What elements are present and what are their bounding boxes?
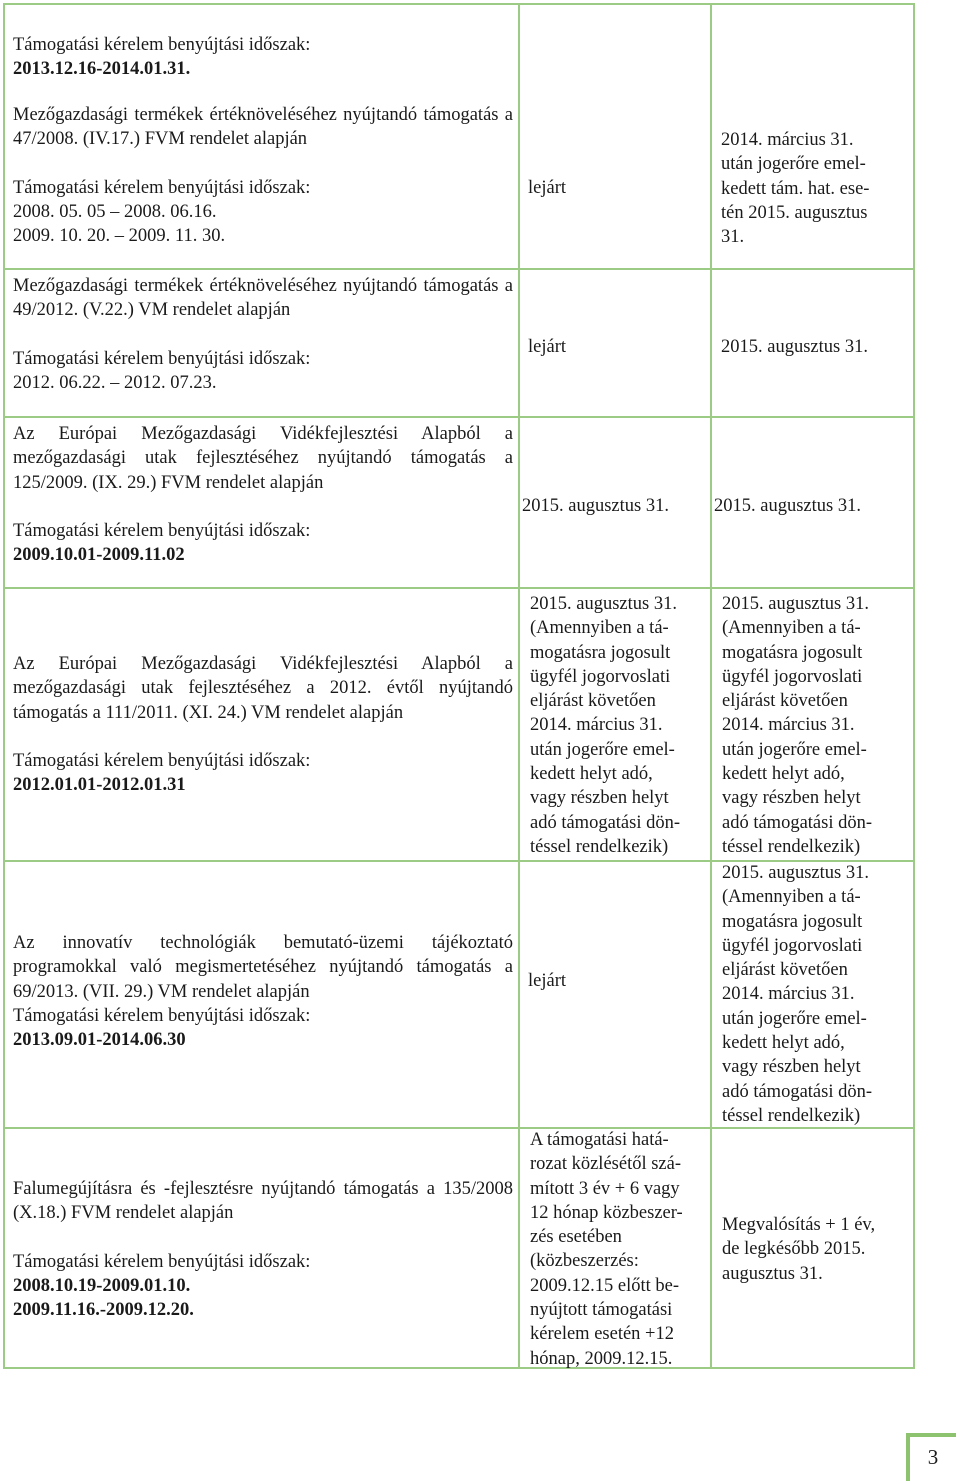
period-label: Támogatási kérelem benyújtási időszak:: [13, 348, 311, 369]
row-2-left: [13, 274, 513, 395]
deadline-line: kérelem esetén +12: [530, 1324, 674, 1345]
row-6-col2: [530, 1128, 705, 1371]
deadline-line: után jogerőre emel-: [722, 1008, 867, 1029]
deadline-line: (Amennyiben a tá-: [722, 618, 861, 639]
deadline-text: 2015. augusztus 31.: [714, 496, 861, 516]
deadline-line: adó támogatási dön-: [722, 812, 873, 833]
deadline-line: kedett helyt adó,: [722, 1033, 845, 1054]
row-2-col3: [721, 335, 909, 359]
deadline-line: téssel rendelkezik): [722, 1105, 861, 1126]
deadline-line: A támogatási hatá-: [530, 1130, 669, 1150]
row-5-left: [13, 931, 513, 1052]
period-label: Támogatási kérelem benyújtási időszak:: [13, 1005, 311, 1026]
row-4-left: [13, 652, 513, 798]
period-label: Támogatási kérelem benyújtási időszak:: [13, 177, 311, 198]
regulation-title: Az innovatív technológiák bemutató-üzemi tájékoztató programokkal való megismertetéséhez nyújtandó támogatás a 69/2013. (VII. 29.) VM rendelet alapján: [13, 933, 513, 1002]
deadline-text: 2015. augusztus 31.: [522, 496, 669, 516]
table-border-left: [3, 3, 5, 1369]
deadline-line: adó támogatási dön-: [722, 1081, 873, 1102]
deadline-line: ügyfél jogorvoslati: [530, 666, 671, 687]
deadline-line: rozat közlésétől szá-: [530, 1154, 682, 1175]
deadline-line: 2015. augusztus 31.: [530, 594, 677, 614]
deadline-line: (közbeszerzés:: [530, 1251, 639, 1272]
deadline-line: 31.: [721, 227, 745, 248]
period-value: 2009.11.16.-2009.12.20.: [13, 1300, 194, 1321]
status-text: lejárt: [528, 337, 567, 357]
period-value: 2008. 05. 05 – 2008. 06.16.: [13, 202, 217, 223]
row-4-col3: [722, 592, 907, 859]
deadline-line: után jogerőre emel-: [530, 739, 675, 760]
deadline-line: kedett helyt adó,: [530, 764, 653, 785]
deadline-line: 2014. március 31.: [530, 715, 663, 736]
deadline-line: vagy részben helyt: [530, 788, 669, 809]
table-border-top: [3, 3, 915, 5]
period-label: Támogatási kérelem benyújtási időszak:: [13, 751, 311, 772]
deadline-line: vagy részben helyt: [722, 1057, 861, 1078]
deadline-line: 12 hónap közbeszer-: [530, 1202, 683, 1223]
period-label: Támogatási kérelem benyújtási időszak:: [13, 1251, 311, 1272]
deadline-line: hónap, 2009.12.15.: [530, 1348, 673, 1369]
period-value: 2013.12.16-2014.01.31.: [13, 59, 191, 80]
deadline-line: vagy részben helyt: [722, 788, 861, 809]
row-1-col3: [721, 128, 909, 249]
column-separator-2: [710, 3, 712, 1369]
deadline-line: augusztus 31.: [722, 1263, 823, 1284]
row-4-col2: [530, 592, 705, 859]
status-text: lejárt: [528, 178, 567, 198]
regulation-title: Mezőgazdasági termékek értéknöveléséhez nyújtandó támogatás a 47/2008. (IV.17.) FVM rendelet alapján: [13, 105, 513, 150]
deadline-line: ügyfél jogorvoslati: [722, 666, 863, 687]
period-label: Támogatási kérelem benyújtási időszak:: [13, 35, 311, 55]
deadline-text: 2015. augusztus 31.: [721, 337, 868, 357]
row-6-col3: [722, 1213, 907, 1286]
page-number: 3: [906, 1433, 956, 1481]
period-value: 2008.10.19-2009.01.10.: [13, 1276, 191, 1297]
deadline-line: 2014. március 31.: [722, 715, 855, 736]
row-separator: [3, 587, 915, 589]
row-5-col2: [528, 969, 706, 993]
deadline-line: után jogerőre emel-: [722, 739, 867, 760]
row-6-left: [13, 1177, 513, 1323]
row-separator: [3, 268, 915, 270]
deadline-line: 2015. augusztus 31.: [722, 863, 869, 883]
column-separator-1: [518, 3, 520, 1369]
period-value: 2012. 06.22. – 2012. 07.23.: [13, 373, 217, 394]
period-value: 2013.09.01-2014.06.30: [13, 1030, 186, 1051]
deadline-line: mogatásra jogosult: [722, 911, 863, 932]
row-3-col3: [714, 494, 910, 518]
deadline-line: nyújtott támogatási: [530, 1300, 673, 1321]
deadline-line: ügyfél jogorvoslati: [722, 935, 863, 956]
row-1-left: [13, 103, 513, 249]
deadline-line: téssel rendelkezik): [530, 836, 669, 857]
deadline-line: Megvalósítás + 1 év,: [722, 1215, 876, 1235]
deadline-line: 2014. március 31.: [722, 984, 855, 1005]
status-text: lejárt: [528, 971, 567, 991]
deadline-line: mított 3 év + 6 vagy: [530, 1178, 680, 1199]
row-0-left: [13, 33, 513, 82]
table-border-right: [913, 3, 915, 1369]
deadline-line: 2015. augusztus 31.: [722, 594, 869, 614]
regulation-title: Az Európai Mezőgazdasági Vidékfejlesztési Alapból a mezőgazdasági utak fejlesztéséhez nyújtandó támogatás a 125/2009. (IX. 29.) FVM rendelet alapján: [13, 424, 513, 493]
regulation-title: Mezőgazdasági termékek értéknöveléséhez nyújtandó támogatás a 49/2012. (V.22.) VM rendelet alapján: [13, 276, 513, 321]
deadline-line: téssel rendelkezik): [722, 836, 861, 857]
deadline-line: (Amennyiben a tá-: [530, 618, 669, 639]
table-border-bottom: [3, 1367, 915, 1369]
deadline-line: mogatásra jogosult: [722, 642, 863, 663]
deadline-line: eljárást követően: [722, 691, 848, 712]
deadline-line: 2009.12.15 előtt be-: [530, 1275, 680, 1296]
deadline-line: 2014. március 31.: [721, 130, 854, 150]
period-label: Támogatási kérelem benyújtási időszak:: [13, 521, 311, 542]
regulation-title: Falumegújításra és -fejlesztésre nyújtandó támogatás a 135/2008 (X.18.) FVM rendelet alapján: [13, 1179, 513, 1224]
deadline-line: kedett helyt adó,: [722, 764, 845, 785]
row-1-col2: [528, 176, 706, 200]
deadline-line: után jogerőre emel-: [721, 154, 866, 175]
deadline-line: kedett tám. hat. ese-: [721, 178, 870, 199]
row-5-col3: [722, 861, 907, 1128]
period-value: 2012.01.01-2012.01.31: [13, 775, 186, 796]
deadline-line: tén 2015. augusztus: [721, 202, 868, 223]
deadline-line: eljárást követően: [722, 960, 848, 981]
deadline-line: adó támogatási dön-: [530, 812, 681, 833]
deadline-line: eljárást követően: [530, 691, 656, 712]
period-value: 2009.10.01-2009.11.02: [13, 545, 185, 566]
row-2-col2: [528, 335, 706, 359]
deadline-line: (Amennyiben a tá-: [722, 887, 861, 908]
deadline-line: zés esetében: [530, 1227, 622, 1248]
deadline-line: de legkésőbb 2015.: [722, 1239, 866, 1260]
row-separator: [3, 416, 915, 418]
period-value: 2009. 10. 20. – 2009. 11. 30.: [13, 226, 226, 247]
regulation-title: Az Európai Mezőgazdasági Vidékfejlesztési Alapból a mezőgazdasági utak fejlesztéséhez a 2012. évtől nyújtandó támogatás a 111/2011. (XI. 24.) VM rendelet alapján: [13, 654, 513, 723]
row-3-left: [13, 422, 513, 568]
deadline-line: mogatásra jogosult: [530, 642, 671, 663]
row-3-col2: [522, 494, 710, 518]
